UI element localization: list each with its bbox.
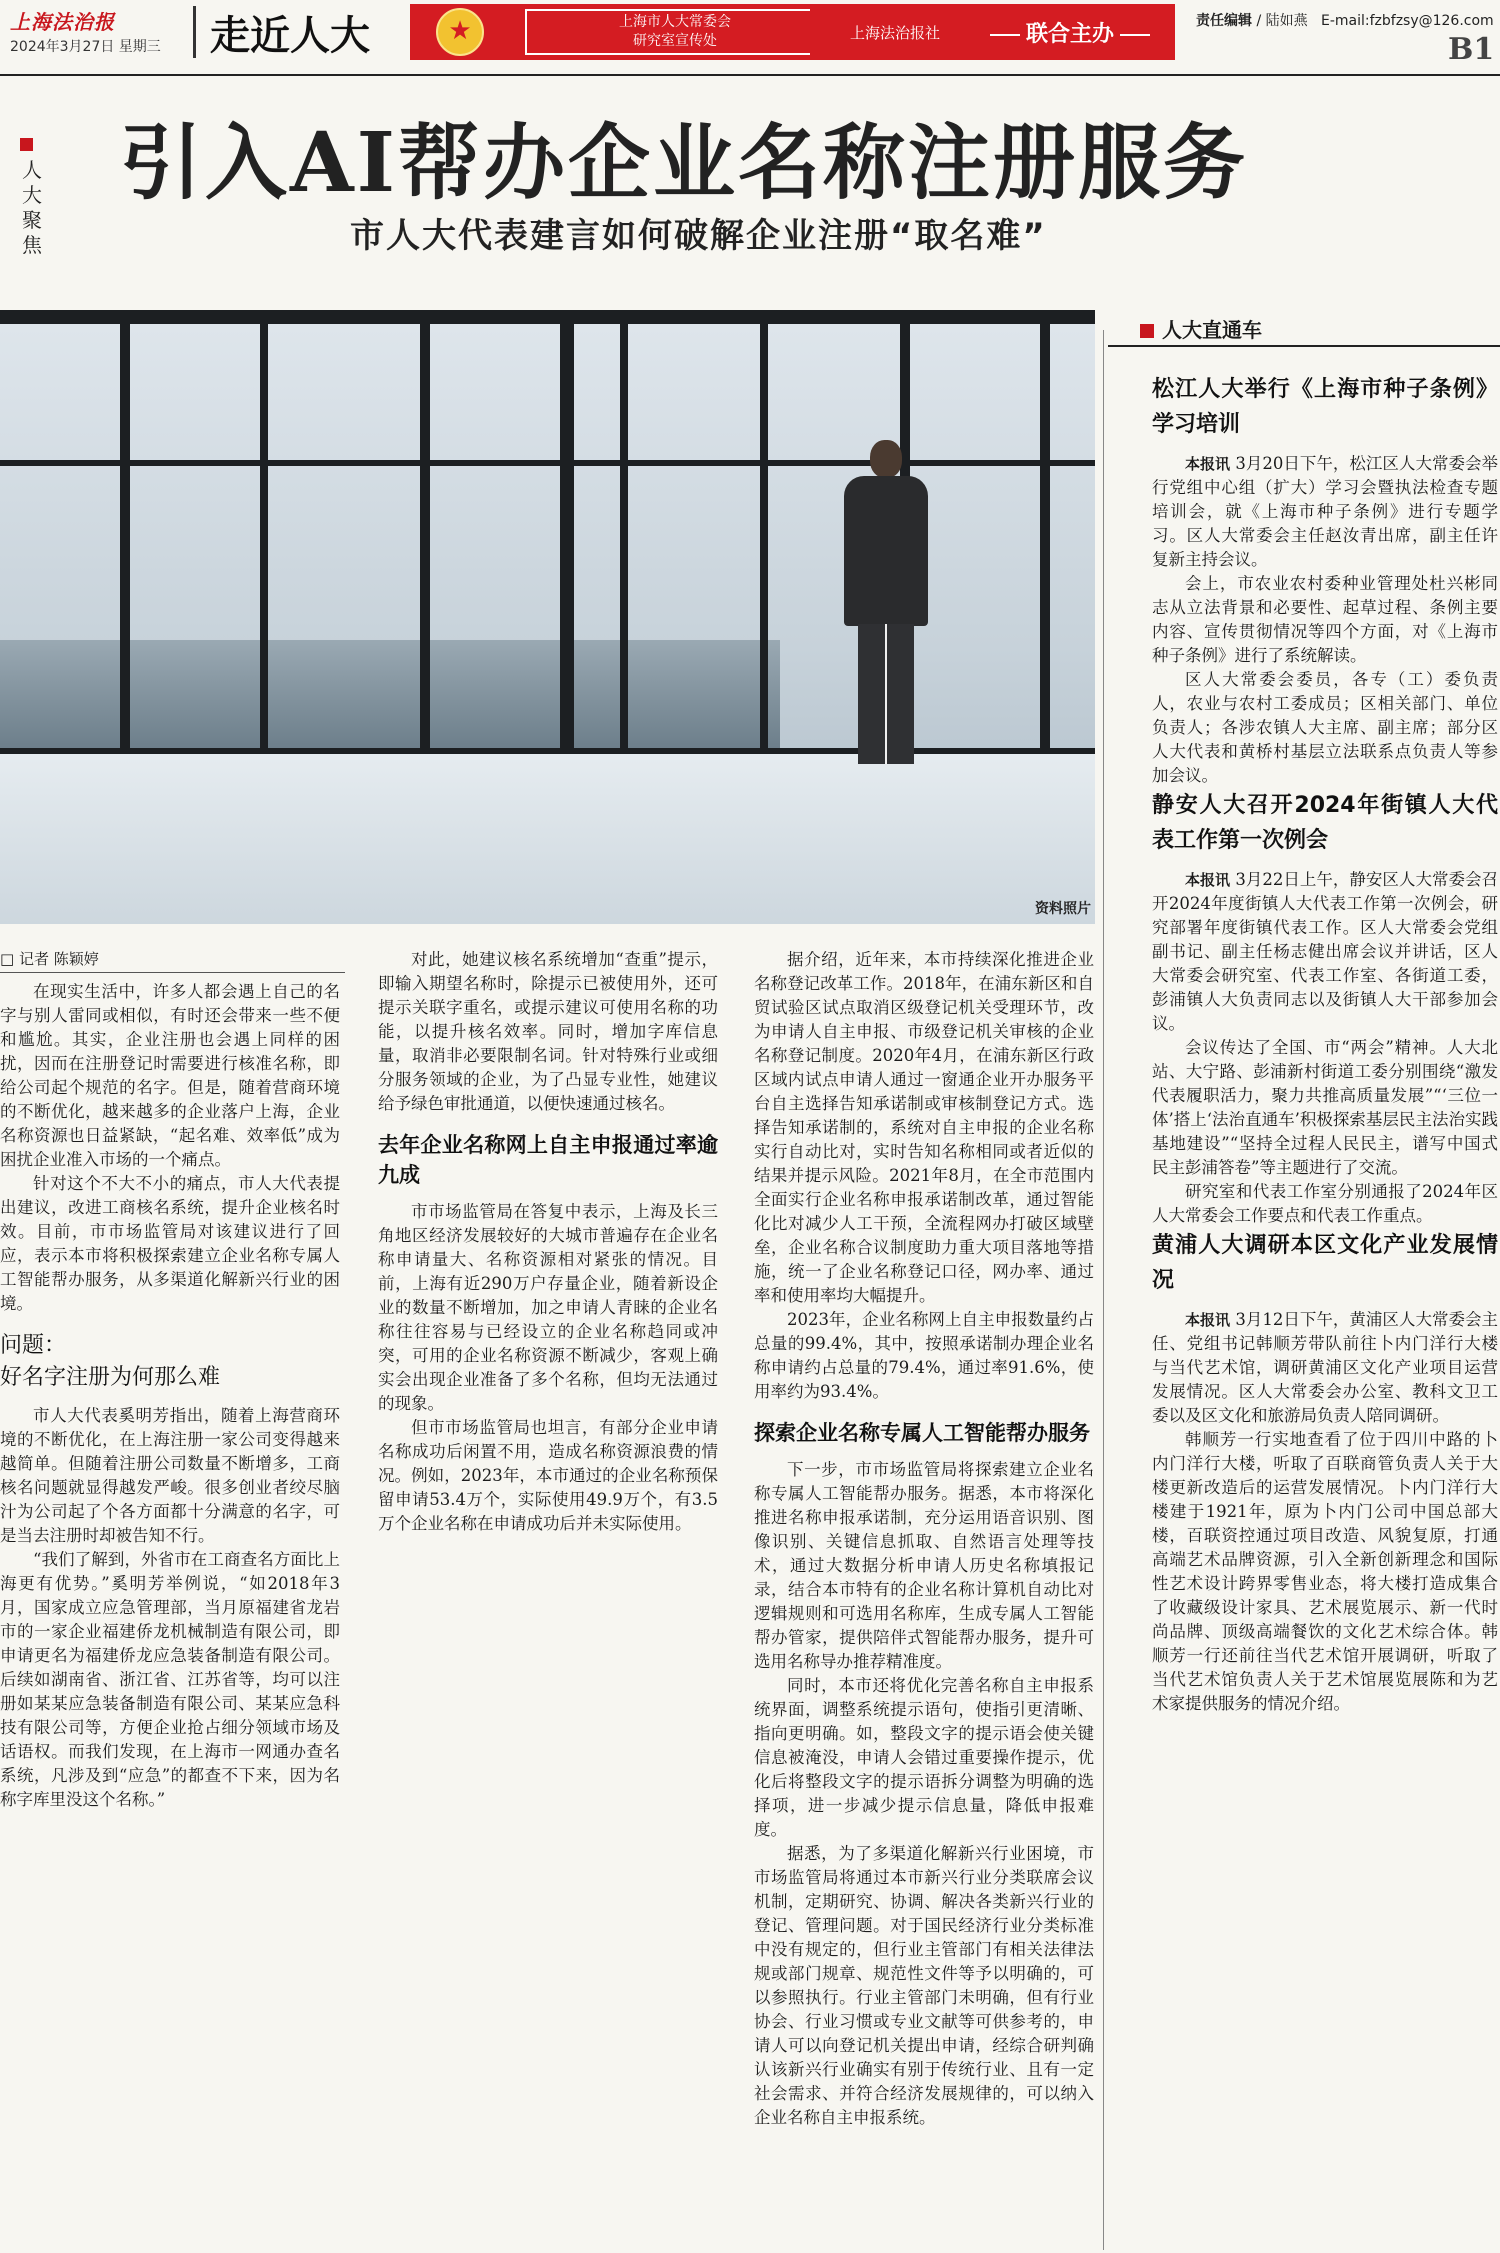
article-photo [0, 310, 1095, 924]
paragraph: 市人大代表奚明芳指出，随着上海营商环境的不断优化，在上海注册一家公司变得越来越简单。但随着注册公司数量不断增多，工商核名问题就显得越发严峻。很多创业者绞尽脑汁为公司起了个各方面都十分满意的名字，可是当去注册时却被告知不行。 [0, 1406, 340, 1545]
section-tag: 人大聚焦 [22, 158, 42, 257]
paragraph: 2023年，企业名称网上自主申报数量约占总量的99.4%，其中，按照承诺制办理企业名称申请约占总量的79.4%，通过率91.6%，使用率约为93.4%。 [754, 1310, 1094, 1401]
issue-date: 2024年3月27日 星期三 [10, 39, 161, 55]
sidebar-rule [1108, 345, 1500, 347]
paragraph: 针对这个不大不小的痛点，市人大代表提出建议，改进工商核名系统，提升企业核名时效。目前，市市场监管局对该建议进行了回应，表示本市将积极探索建立企业名称专属人工智能帮办服务，从多渠道化解新兴行业的困境。 [0, 1174, 340, 1313]
paragraph: 对此，她建议核名系统增加“查重”提示，即输入期望名称时，除提示已被使用外，还可提示关联字重名，或提示建议可使用名称的功能，以提升核名效率。同时，增加字库信息量，取消非必要限制名词。针对特殊行业或细分服务领域的企业，为了凸显专业性，她建议给予绿色审批通道，以便快速通过核名。 [378, 950, 718, 1113]
byline-rule [0, 972, 345, 973]
divider [193, 6, 196, 58]
brief-title: 松江人大举行《上海市种子条例》学习培训 [1152, 377, 1498, 437]
banner-org-1: 上海市人大常委会 研究室宣传处 [619, 14, 731, 49]
page-number: B1 [1448, 32, 1495, 67]
cityscape [0, 640, 780, 750]
headline: 引入AI帮办企业名称注册服务 [120, 115, 1248, 211]
subheadline: 市人大代表建言如何破解企业注册“取名难” [350, 216, 1047, 256]
brief-paragraph: 本报讯 3月12日下午，黄浦区人大常委会主任、党组书记韩顺芳带队前往卜内门洋行大楼与当代艺术馆，调研黄浦区文化产业项目运营发展情况。区人大常委会办公室、教科文卫工委以及区文化和旅游局负责人陪同调研。 [1152, 1310, 1498, 1425]
brief-title: 黄浦人大调研本区文化产业发展情况 [1152, 1233, 1498, 1293]
banner-sponsor: 联合主办 [975, 17, 1165, 48]
section-heading: 问题： 好名字注册为何那么难 [0, 1333, 221, 1390]
brief-paragraph: 会上，市农业农村委种业管理处杜兴彬同志从立法背景和必要性、起草过程、条例主要内容、宣传贯彻情况等四个方面，对《上海市种子条例》进行了系统解读。 [1152, 574, 1498, 665]
editor-info: 责任编辑 / 陆如燕 E-mail:fzbfzsy@126.com [1196, 13, 1494, 29]
article-column-3 [754, 948, 1094, 2130]
brief-paragraph: 本报讯 3月22日上午，静安区人大常委会召开2024年度街镇人大代表工作第一次例会，研究部署年度街镇代表工作。区人大常委会党组副书记、副主任杨志健出席会议并讲话，区人大常委会研究室、代表工作室、各街道工委，彭浦镇人大负责同志以及街镇人大干部参加会议。 [1152, 870, 1498, 1033]
brief-paragraph: 本报讯 3月20日下午，松江区人大常委会举行党组中心组（扩大）学习会暨执法检查专题培训会，就《上海市种子条例》进行专题学习。区人大常委会主任赵汝青出席，副主任许复新主持会议。 [1152, 454, 1498, 569]
paragraph: 同时，本市还将优化完善名称自主申报系统界面，调整系统提示语句，使指引更清晰、指向更明确。如，整段文字的提示语会使关键信息被淹没，申请人会错过重要操作提示，优化后将整段文字的提示语拆分调整为明确的选择项，进一步减少提示信息量，降低申报难度。 [754, 1676, 1094, 1839]
brief-paragraph: 研究室和代表工作室分别通报了2024年区人大常委会工作要点和代表工作重点。 [1152, 1182, 1498, 1225]
paragraph: 据介绍，近年来，本市持续深化推进企业名称登记改革工作。2018年，在浦东新区和自贸试验区试点取消区级登记机关受理环节，改为申请人自主申报、市级登记机关审核的企业名称登记制度。2020年4月，在浦东新区行政区域内试点申请人通过一窗通企业开办服务平台自主选择告知承诺制或审核制登记方式。选择告知承诺制的，系统对自主申报的企业名称实行自动比对，实时告知名称相同或者近似的结果并提示风险。2021年8月，在全市范围内全面实行企业名称申报承诺制改革，通过智能化比对减少人工干预，全流程网办打破区域壁垒，企业名称合议制度助力重大项目落地等措施，统一了企业名称登记口径，网办率、通过率和使用率均大幅提升。 [754, 950, 1094, 1305]
sidebar-column [1152, 372, 1498, 1716]
column-divider [1103, 330, 1104, 2250]
article-column-2 [378, 948, 718, 1536]
byline: □ 记者 陈颖婷 [0, 950, 99, 968]
newspaper-logo: 上海法治报 [10, 10, 115, 34]
editor-email: E-mail:fzbfzsy@126.com [1320, 13, 1494, 29]
masthead [0, 0, 1500, 72]
paragraph: 但市市场监管局也坦言，有部分企业申请名称成功后闲置不用，造成名称资源浪费的情况。例如，2023年，本市通过的企业名称预保留申请53.4万个，实际使用49.9万个，有3.5万个企业名称在申请成功后并未实际使用。 [378, 1418, 718, 1533]
section-heading: 探索企业名称专属人工智能帮办服务 [754, 1421, 1090, 1445]
brief-paragraph: 会议传达了全国、市“两会”精神。人大北站、大宁路、彭浦新村街道工委分别围绕“激发代表履职活力，聚力共推高质量发展”“‘三位一体’搭上‘法治直通车’积极探索基层民主法治实践基地建设”“坚持全过程人民民主，谱写中国式民主彭浦答卷”等主题进行了交流。 [1152, 1038, 1498, 1177]
masthead-rule [0, 74, 1500, 76]
photo-credit: 资料照片 [1035, 901, 1091, 917]
businessman-figure [836, 440, 936, 770]
paragraph: 市市场监管局在答复中表示，上海及长三角地区经济发展较好的大城市普遍存在企业名称申请量大、名称资源相对紧张的情况。目前，上海有近290万户存量企业，随着新设企业的数量不断增加，加之申请人青睐的企业名称往往容易与已经设立的企业名称趋同或冲突，可用的企业名称资源不断减少，客观上确实会出现企业准备了多个名称，但均无法通过的现象。 [378, 1202, 718, 1413]
article-column-1 [0, 980, 340, 1812]
paragraph: 据悉，为了多渠道化解新兴行业困境，市市场监管局将通过本市新兴行业分类联席会议机制，定期研究、协调、解决各类新兴行业的登记、管理问题。对于国民经济行业分类标准中没有规定的，但行业主管部门有相关法律法规或部门规章、规范性文件等予以明确的，可以参照执行。行业主管部门未明确，但有行业协会、行业习惯或专业文献等可供参考的，申请人可以向登记机关提出申请，经综合研判确认该新兴行业确实有别于传统行业、且有一定社会需求、并符合经济发展规律的，可以纳入企业名称自主申报系统。 [754, 1844, 1094, 2127]
brief-paragraph: 韩顺芳一行实地查看了位于四川中路的卜内门洋行大楼，听取了百联商管负责人关于大楼更新改造后的运营发展情况。卜内门洋行大楼建于1921年，原为卜内门公司中国总部大楼，百联资控通过项目改造、风貌复原，打通高端艺术品牌资源，引入全新创新理念和国际性艺术设计跨界零售业态，将大楼打造成集合了收藏级设计家具、艺术展览展示、新一代时尚品牌、顶级高端餐饮的文化艺术综合体。韩顺芳一行还前往当代艺术馆开展调研，听取了当代艺术馆负责人关于艺术馆展览展陈和为艺术家提供服务的情况介绍。 [1152, 1430, 1498, 1713]
section-heading: 去年企业名称网上自主申报通过率逾九成 [378, 1133, 718, 1187]
national-emblem-icon [436, 8, 484, 56]
banner-org-2: 上海法治报社 [850, 24, 941, 42]
brief-title: 静安人大召开2024年街镇人大代表工作第一次例会 [1152, 793, 1498, 853]
news-brief [1152, 372, 1498, 788]
paragraph: “我们了解到，外省市在工商查名方面比上海更有优势。”奚明芳举例说，“如2018年3月，国家成立应急管理部，当月原福建省龙岩市的一家企业福建侨龙机械制造有限公司，即申请更名为福建侨龙应急装备制造有限公司。后续如湖南省、浙江省、江苏省等，均可以注册如某某应急装备制造有限公司、某某应急科技有限公司等，方便企业抢占细分领域市场及话语权。而我们发现，在上海市一网通办查名系统，凡涉及到“应急”的都查不下来，因为名称字库里没这个名称。” [0, 1550, 340, 1809]
news-brief [1152, 788, 1498, 1228]
sponsor-banner [410, 4, 1175, 60]
sidebar-marker-icon [1140, 324, 1154, 338]
tag-marker-icon [20, 138, 33, 151]
paragraph: 在现实生活中，许多人都会遇上自己的名字与别人雷同或相似，有时还会带来一些不便和尴尬。其实，企业注册也会遇上同样的困扰，因而在注册登记时需要进行核准名称，即给公司起个规范的名字。但是，随着营商环境的不断优化，越来越多的企业落户上海，企业名称资源也日益紧缺，“起名难、效率低”成为困扰企业准入市场的一个痛点。 [0, 982, 340, 1169]
brief-paragraph: 区人大常委会委员，各专（工）委负责人，农业与农村工委成员；区相关部门、单位负责人；各涉农镇人大主席、副主席；部分区人大代表和黄桥村基层立法联系点负责人等参加会议。 [1152, 670, 1498, 785]
section-title: 走近人大 [210, 13, 370, 59]
office-floor [0, 750, 1095, 924]
sidebar-header: 人大直通车 [1140, 314, 1262, 343]
news-brief [1152, 1228, 1498, 1716]
paragraph: 下一步，市市场监管局将探索建立企业名称专属人工智能帮办服务。据悉，本市将深化推进名称申报承诺制，充分运用语音识别、图像识别、关键信息抓取、自然语言处理等技术，通过大数据分析申请人历史名称填报记录，结合本市特有的企业名称计算机自动比对逻辑规则和可选用名称库，生成专属人工智能帮办管家，提供陪伴式智能帮办服务，提升可选用名称导办推荐精准度。 [754, 1460, 1094, 1671]
